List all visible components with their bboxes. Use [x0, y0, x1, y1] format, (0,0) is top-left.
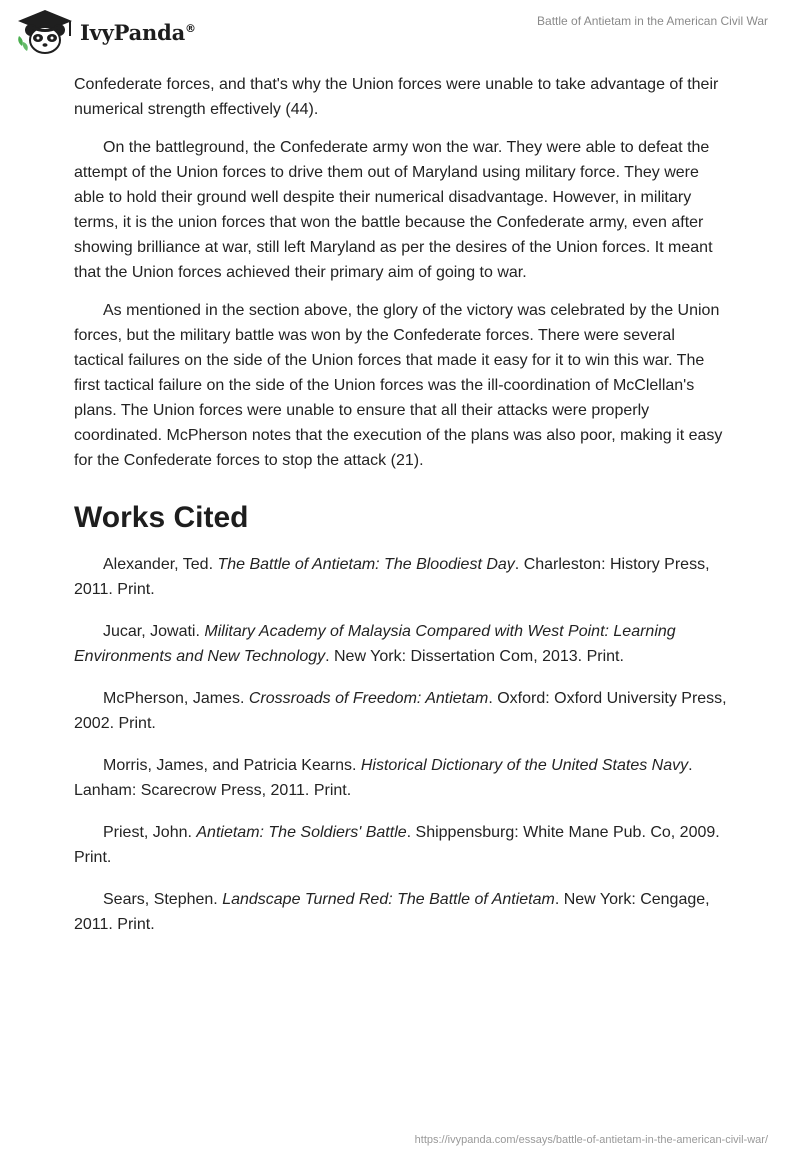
works-cited-list	[74, 552, 728, 937]
essay-content	[74, 72, 728, 954]
paragraph: On the battleground, the Confederate army won the war. They were able to defeat the attempt of the Union forces to drive them out of Maryland using military force. They were able to hold their ground well despite their numerical disadvantage. However, in military terms, it is the union forces that won the battle because the Confederate army, even after showing brilliance at war, still left Maryland as per the desires of the Union forces. It meant that the Union forces achieved their primary aim of going to war.	[74, 139, 713, 281]
works-cited-heading: Works Cited	[74, 501, 249, 534]
brand-name: IvyPanda®	[80, 19, 196, 45]
source-url[interactable]: https://ivypanda.com/essays/battle-of-antietam-in-the-american-civil-war/	[414, 1134, 768, 1146]
citation-entry: Sears, Stephen. Landscape Turned Red: The Battle of Antietam. New York: Cengage, 2011. Print.	[74, 891, 710, 933]
citation-entry: Priest, John. Antietam: The Soldiers' Battle. Shippensburg: White Mane Pub. Co, 2009. Print.	[74, 824, 720, 866]
ivypanda-logo[interactable]	[14, 8, 196, 56]
document-title: Battle of Antietam in the American Civil War	[537, 14, 768, 28]
citation-entry: Alexander, Ted. The Battle of Antietam: The Bloodiest Day. Charleston: History Press, 2011. Print.	[74, 556, 710, 598]
page-header	[0, 0, 800, 64]
citation-entry: Morris, James, and Patricia Kearns. Historical Dictionary of the United States Navy. Lanham: Scarecrow Press, 2011. Print.	[74, 757, 693, 799]
paragraph: As mentioned in the section above, the glory of the victory was celebrated by the Union forces, but the military battle was won by the Confederate forces. There were several tactical failures on the side of the Union forces that made it easy for it to win this war. The first tactical failure on the side of the Union forces was the ill-coordination of McClellan's plans. The Union forces were unable to ensure that all their attacks were properly coordinated. McPherson notes that the execution of the plans was also poor, making it easy for the Confederate forces to stop the attack (21).	[74, 302, 723, 469]
panda-graduate-icon	[14, 8, 76, 56]
citation-entry: Jucar, Jowati. Military Academy of Malaysia Compared with West Point: Learning Environments and New Technology. New York: Dissertation Com, 2013. Print.	[74, 623, 676, 665]
citation-entry: McPherson, James. Crossroads of Freedom: Antietam. Oxford: Oxford University Press, 2002. Print.	[74, 690, 727, 732]
paragraph: Confederate forces, and that's why the Union forces were unable to take advantage of their numerical strength effectively (44).	[74, 76, 719, 118]
